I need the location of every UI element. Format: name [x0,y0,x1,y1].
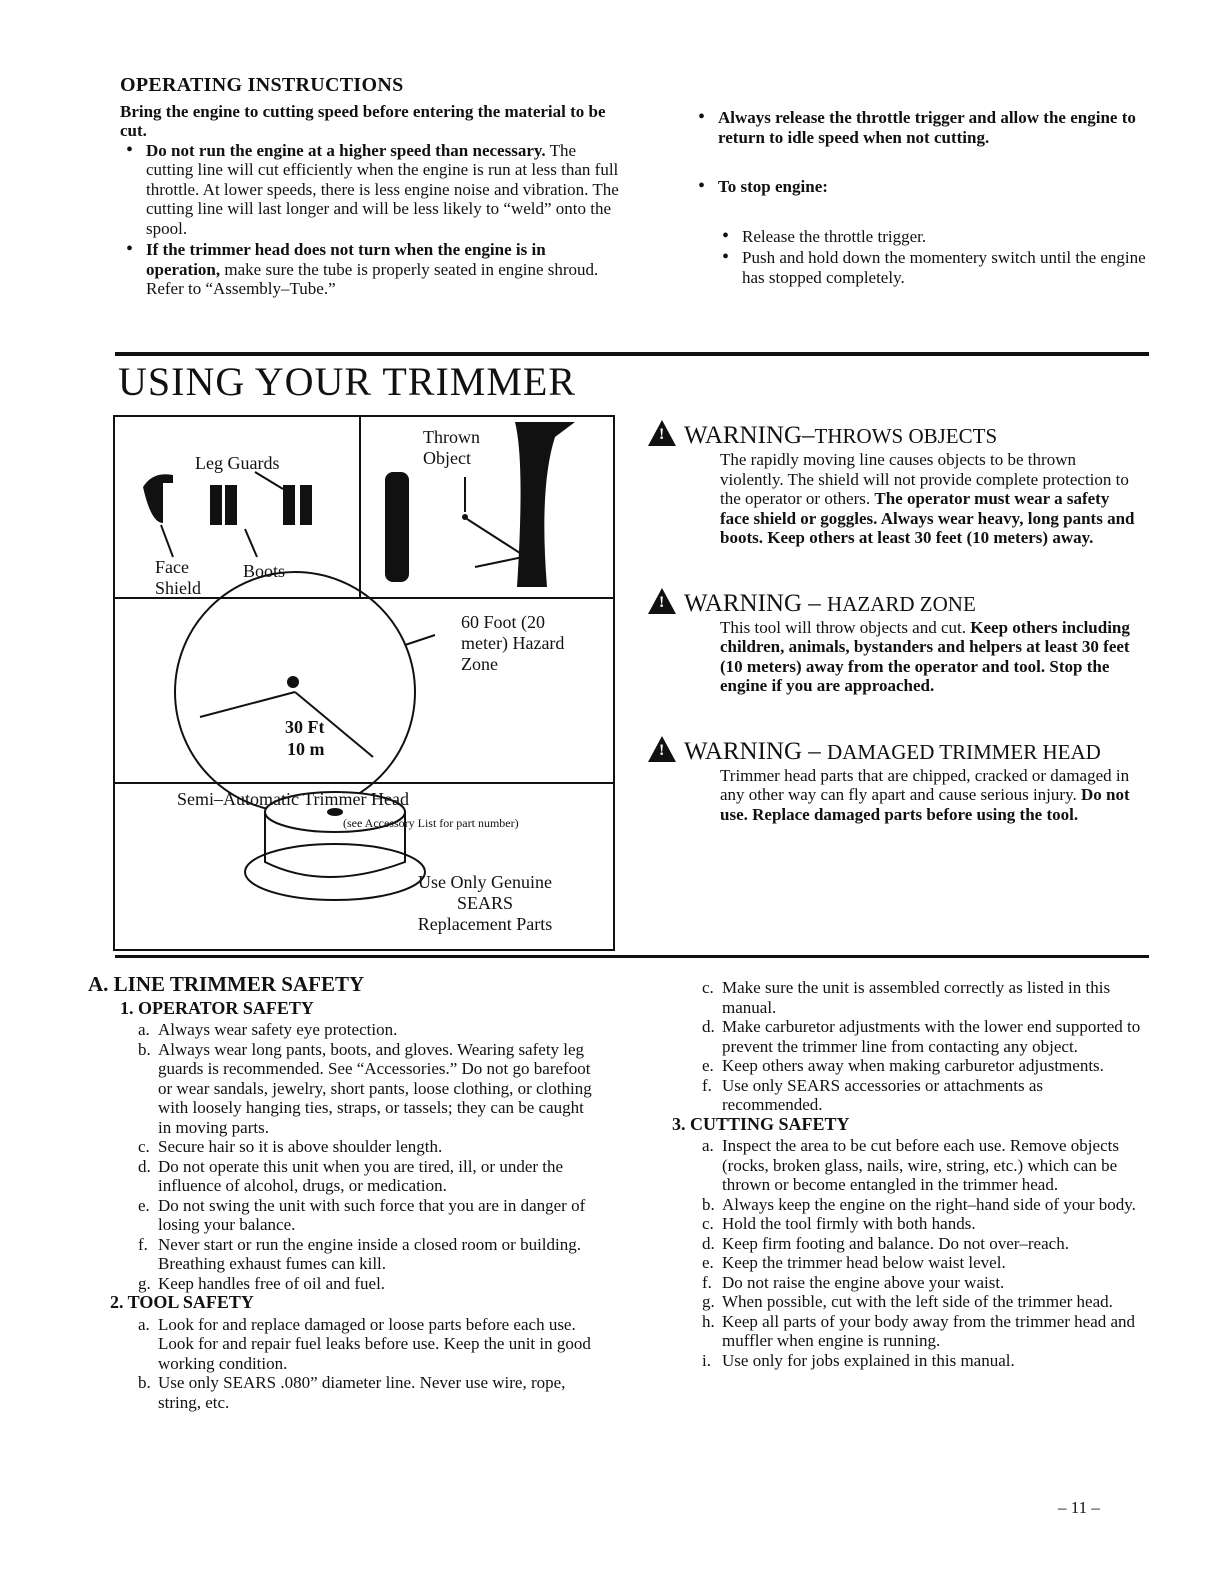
list-item [692,1351,1142,1371]
hazard-zone-label: 60 Foot (20 meter) Hazard Zone [461,612,565,674]
item-text: Keep firm footing and balance. Do not over–reach. [722,1233,1069,1253]
item-marker: g. [702,1292,715,1311]
bullet-bold: Do not run the engine at a higher speed than necessary. [146,140,546,160]
item-text: Always keep the engine on the right–hand side of your body. [722,1194,1136,1214]
genuine-line-3: Replacement Parts [417,914,553,934]
list-item [692,1312,1142,1351]
warning-icon [648,736,676,762]
bullet-text: The cutting line will cut efficiently when the engine is run at less than full throttle. At lower speeds, there is less engine noise and vibration. The cutting line will last longer and will be less likely to “weld” onto the spool. [146,140,619,238]
warnings [648,420,1138,864]
warning-block [648,588,1138,696]
warning-title [648,736,1138,766]
warning-icon [648,420,676,446]
item-marker: g. [138,1273,151,1293]
item-text: Hold the tool firmly with both hands. [722,1214,976,1233]
face-shield-label: Face Shield [155,557,202,598]
list-item [128,1137,598,1157]
item-marker: e. [702,1056,714,1075]
bullet-item [692,177,1154,197]
safety-figure [113,415,615,951]
warning-label: WARNING – [684,589,828,617]
item-text: When possible, cut with the left side of the trimmer head. [722,1292,1113,1311]
warning-icon [648,588,676,614]
warning-text [648,450,1138,548]
warning-text [648,618,1138,696]
item-marker: c. [138,1137,150,1156]
list-item [128,1020,598,1040]
operating-bullets-right [692,108,1154,197]
item-text: Always wear safety eye protection. [158,1020,398,1039]
list-item [692,1056,1142,1076]
operating-instructions-right [692,108,1154,289]
item-marker: a. [138,1314,150,1334]
safety-right [672,978,1142,1370]
safety-illustration [115,417,613,949]
item-text: Inspect the area to be cut before each use. Remove objects (rocks, broken glass, nails, wire, string, etc.) which can be thrown or become entangled in the trimmer head. [722,1136,1119,1194]
warning-block [648,420,1138,548]
thrown-object-label: Thrown Object [423,427,480,468]
list-item [128,1040,598,1138]
item-text: Make carburetor adjustments with the lower end supported to prevent the trimmer line from contacting any object. [722,1017,1141,1056]
genuine-parts-note [385,872,585,935]
item-marker: i. [702,1350,711,1370]
list-item [128,1157,598,1196]
item-text: Use only for jobs explained in this manual. [722,1350,1015,1370]
list-item [128,1196,598,1235]
stop-steps [716,227,1154,288]
stop-step: • Release the throttle trigger. [716,227,1154,247]
item-text: Never start or run the engine inside a closed room or building. Breathing exhaust fumes can kill. [158,1234,581,1273]
warning-title [648,420,1138,450]
item-marker: a. [702,1136,714,1155]
list-item [692,1292,1142,1312]
operating-lead: Bring the engine to cutting speed before entering the material to be cut. [120,101,606,140]
list-item [128,1373,598,1412]
item-marker: a. [138,1020,150,1039]
item-text: Keep others away when making carburetor adjustments. [722,1056,1104,1075]
page-number: – 11 – [1058,1498,1100,1517]
bullet-bold: Always release the throttle trigger and allow the engine to return to idle speed when not cutting. [718,108,1136,147]
item-marker: d. [138,1156,151,1176]
genuine-line-1: Use Only Genuine [418,872,552,892]
list-item [128,1274,598,1294]
item-text: Keep handles free of oil and fuel. [158,1273,386,1293]
bullet-item [692,108,1154,147]
stop-step: • Push and hold down the momentery switch until the engine has stopped completely. [716,248,1154,287]
bullet-item [120,240,620,299]
item-marker: c. [702,978,714,997]
item-marker: e. [138,1195,150,1215]
genuine-line-2: SEARS [456,893,514,913]
warning-subject: DAMAGED TRIMMER HEAD [827,739,1101,764]
warning-plain: Trimmer head parts that are chipped, cracked or damaged in any other way can fly apart and cause serious injury. [720,765,1130,804]
list-item [128,1315,598,1374]
item-text: Do not raise the engine above your waist. [722,1272,1005,1292]
list-item [692,1017,1142,1056]
trimmer-head-label: Semi–Automatic Trimmer Head [177,789,409,809]
item-text: Look for and replace damaged or loose parts before each use. Look for and repair fuel leaks before use. Keep the unit in good working condition. [158,1314,591,1373]
list-item [692,1234,1142,1254]
item-marker: b. [138,1373,151,1392]
distance-m: 10 m [287,739,325,759]
item-text: Make sure the unit is assembled correctly as listed in this manual. [722,978,1111,1017]
list-item [128,1235,598,1274]
leg-guards-label: Leg Guards [195,453,280,473]
warning-subject: HAZARD ZONE [827,591,976,616]
bullet-text: make sure the tube is properly seated in engine shroud. Refer to “Assembly–Tube.” [146,259,599,298]
distance-ft: 30 Ft [285,717,325,737]
warning-plain: The rapidly moving line causes objects to be thrown violently. The shield will not provide complete protection to the operator or others. [720,450,1129,508]
safety-left [88,972,598,1412]
item-marker: d. [702,1017,715,1036]
list-item [692,978,1142,1017]
tool-safety-list [128,1315,598,1413]
operator-safety-list [128,1020,598,1293]
warning-label: WARNING – [684,737,828,765]
item-text: Keep the trimmer head below waist level. [722,1253,1006,1272]
item-marker: b. [138,1039,151,1059]
item-marker: f. [138,1234,148,1254]
item-marker: f. [702,1075,712,1095]
item-text: Always wear long pants, boots, and gloves. Wearing safety leg guards is recommended. See “Accessories.” Do not go barefoot or wear sandals, jewelry, short pants, loose clothing, or clothing with loosely hanging ties, straps, or tassels; they can be caught in moving parts. [158,1039,592,1137]
page-title: USING YOUR TRIMMER [118,359,577,404]
warning-text [648,766,1138,825]
operating-bullets [120,141,620,299]
list-item [692,1195,1142,1215]
list-item [692,1136,1142,1195]
cutting-safety-heading: 3. CUTTING SAFETY [672,1113,850,1134]
warning-block [648,736,1138,825]
item-marker: h. [702,1311,715,1331]
tool-safety-list-cont [692,978,1142,1115]
warning-title [648,588,1138,618]
warning-subject: THROWS OBJECTS [814,424,998,448]
item-text: Do not swing the unit with such force that you are in danger of losing your balance. [158,1195,586,1234]
divider [115,955,1149,958]
operator-safety-heading: 1. OPERATOR SAFETY [120,997,314,1018]
safety-heading: A. LINE TRIMMER SAFETY [88,972,365,996]
item-marker: d. [702,1233,715,1253]
operating-instructions [120,76,620,301]
warning-bold: Do not use. Replace damaged parts before using the tool. [720,785,1130,824]
item-text: Keep all parts of your body away from the trimmer head and muffler when engine is running. [722,1311,1136,1350]
item-marker: c. [702,1214,714,1233]
item-text: Use only SEARS accessories or attachments as recommended. [722,1075,1044,1114]
list-item [692,1076,1142,1115]
tool-safety-heading: 2. TOOL SAFETY [110,1292,254,1312]
bullet-bold: If the trimmer head does not turn when the engine is in operation, [146,240,546,279]
item-text: Use only SEARS .080” diameter line. Never use wire, rope, string, etc. [158,1373,566,1412]
divider [115,352,1149,356]
list-item [692,1214,1142,1234]
item-text: Do not operate this unit when you are tired, ill, or under the influence of alcohol, drugs, or medication. [158,1156,564,1195]
item-marker: b. [702,1194,715,1214]
operating-heading: OPERATING INSTRUCTIONS [120,74,404,96]
item-text: Secure hair so it is above shoulder length. [158,1137,443,1156]
list-item [692,1253,1142,1273]
warning-bold: The operator must wear a safety face shield or goggles. Always wear heavy, long pants and boots. Keep others at least 30 feet (10 meters) away. [720,489,1135,547]
cutting-safety-list [692,1136,1142,1370]
accessory-note: (see Accessory List for part number) [343,816,519,830]
bullet-bold: To stop engine: [718,177,828,196]
warning-bold: Keep others including children, animals, bystanders and helpers at least 30 feet (10 meters) away from the operator and tool. Stop the engine if you are approached. [720,617,1130,695]
item-marker: e. [702,1253,714,1272]
item-marker: f. [702,1272,712,1292]
boots-label: Boots [243,561,286,581]
bullet-item [120,141,620,239]
warning-plain: This tool will throw objects and cut. [720,617,971,637]
warning-label: WARNING– [684,422,815,449]
list-item [692,1273,1142,1293]
